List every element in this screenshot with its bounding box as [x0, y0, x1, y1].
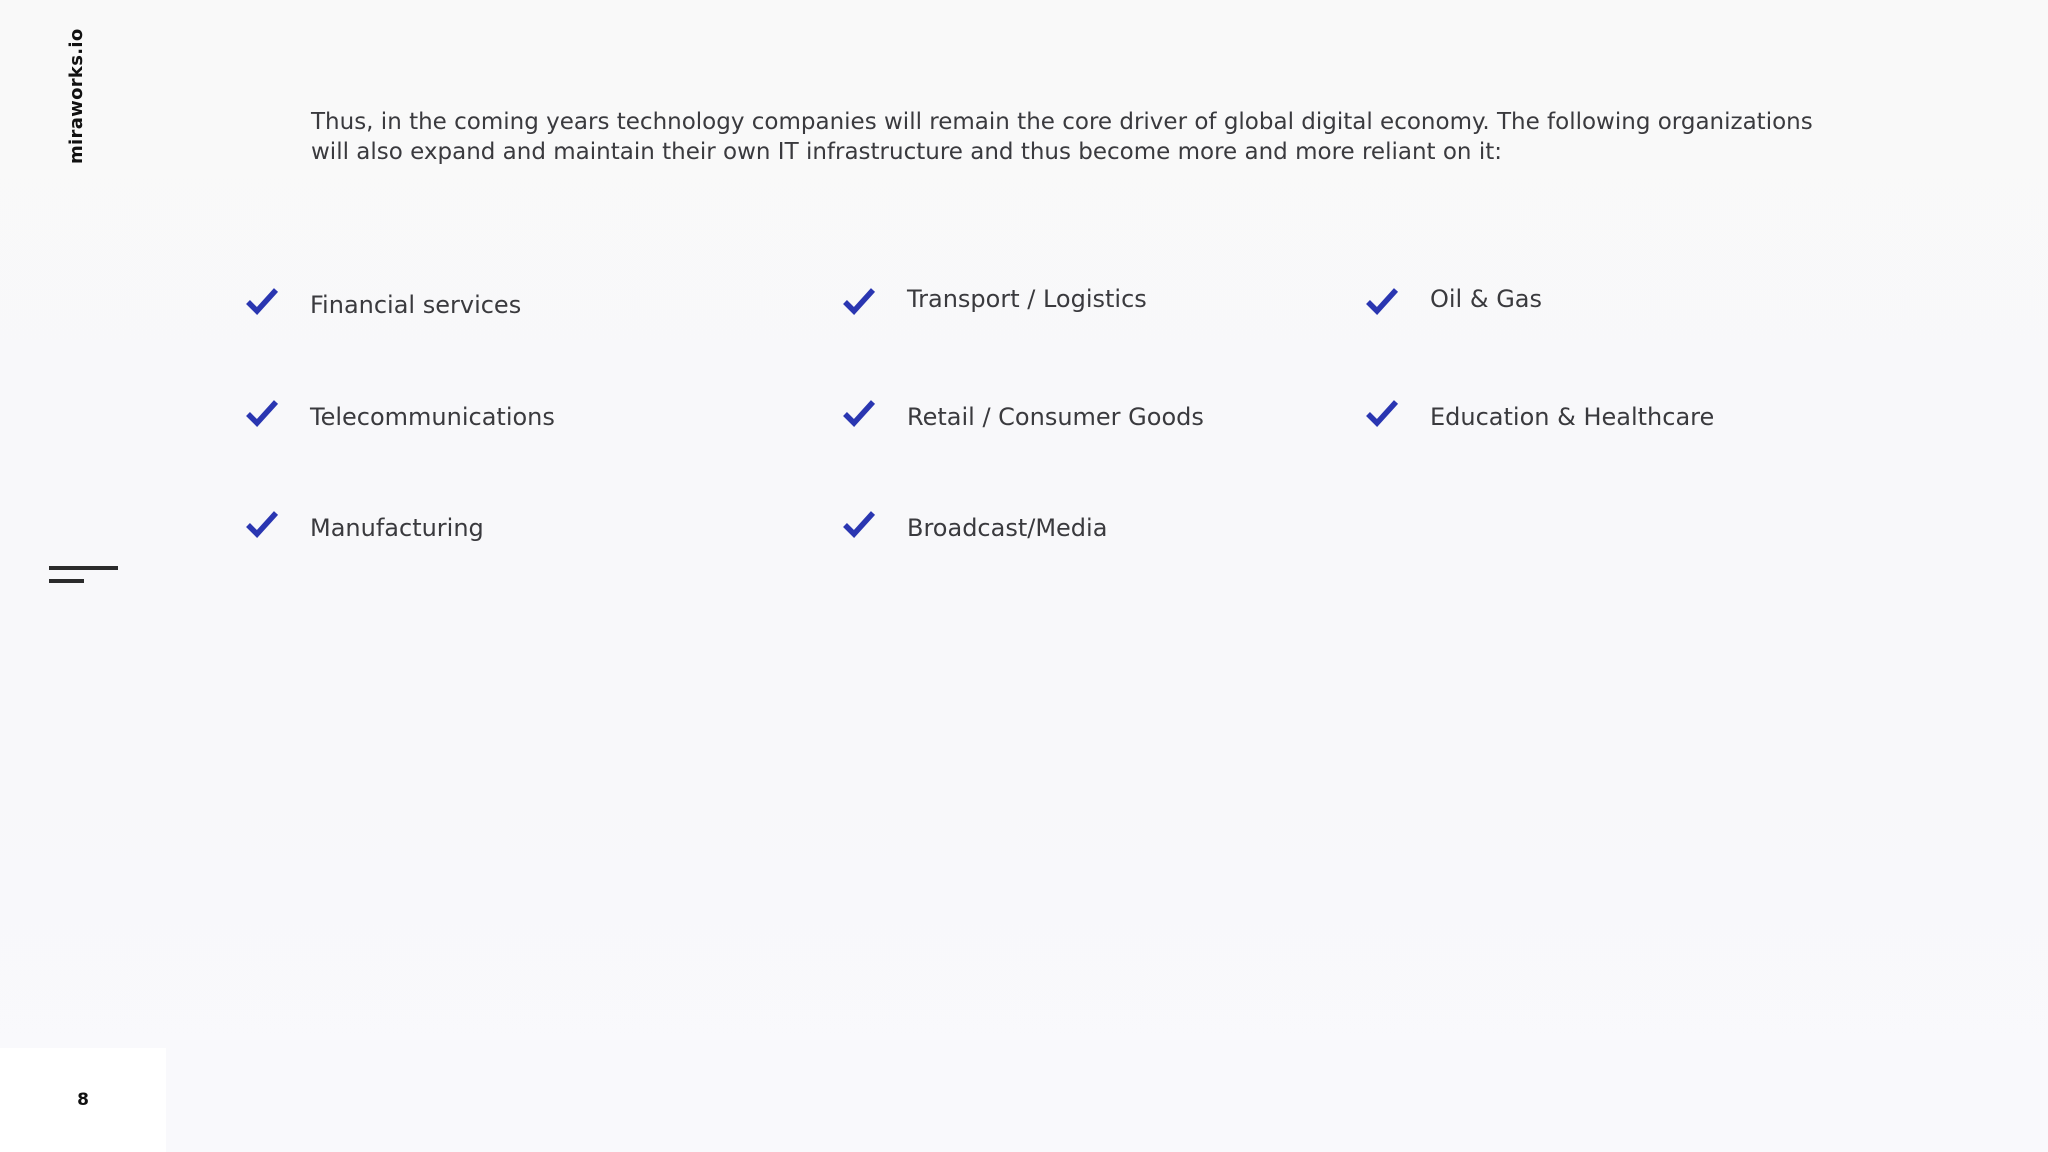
page-number: 8: [77, 1090, 89, 1110]
list-item-label: Retail / Consumer Goods: [907, 403, 1204, 431]
list-item-broadcast-media: [842, 504, 1107, 544]
list-item-label: Financial services: [310, 291, 522, 319]
list-item-label: Transport / Logistics: [907, 285, 1147, 313]
check-icon: [1365, 398, 1399, 428]
list-item-label: Telecommunications: [310, 403, 555, 431]
check-icon: [842, 286, 876, 316]
list-item-education-healthcare: [1365, 393, 1714, 433]
check-icon: [245, 398, 279, 428]
list-item-label: Oil & Gas: [1430, 285, 1543, 313]
check-icon: [245, 509, 279, 539]
check-icon: [245, 286, 279, 316]
list-item-manufacturing: [245, 504, 484, 544]
list-item-retail-consumer-goods: [842, 393, 1204, 433]
menu-lines-icon[interactable]: [49, 566, 119, 586]
intro-paragraph: Thus, in the coming years technology companies will remain the core driver of global digital economy. The following organizations will also expand and maintain their own IT infrastructure and thus become more and more reliant on it:: [311, 109, 1813, 165]
list-item-transport-logistics: [842, 281, 1147, 321]
page-number-box: [0, 1048, 166, 1152]
list-item-label: Manufacturing: [310, 514, 484, 542]
list-item-label: Education & Healthcare: [1430, 403, 1715, 431]
check-icon: [842, 509, 876, 539]
check-icon: [842, 398, 876, 428]
menu-line-long: [49, 566, 118, 570]
list-item-telecommunications: [245, 393, 555, 433]
list-item-financial-services: [245, 281, 521, 321]
brand-logo-text: miraworks.io: [66, 28, 87, 164]
menu-line-short: [49, 579, 84, 583]
check-icon: [1365, 286, 1399, 316]
list-item-label: Broadcast/Media: [907, 514, 1108, 542]
list-item-oil-gas: [1365, 281, 1542, 321]
